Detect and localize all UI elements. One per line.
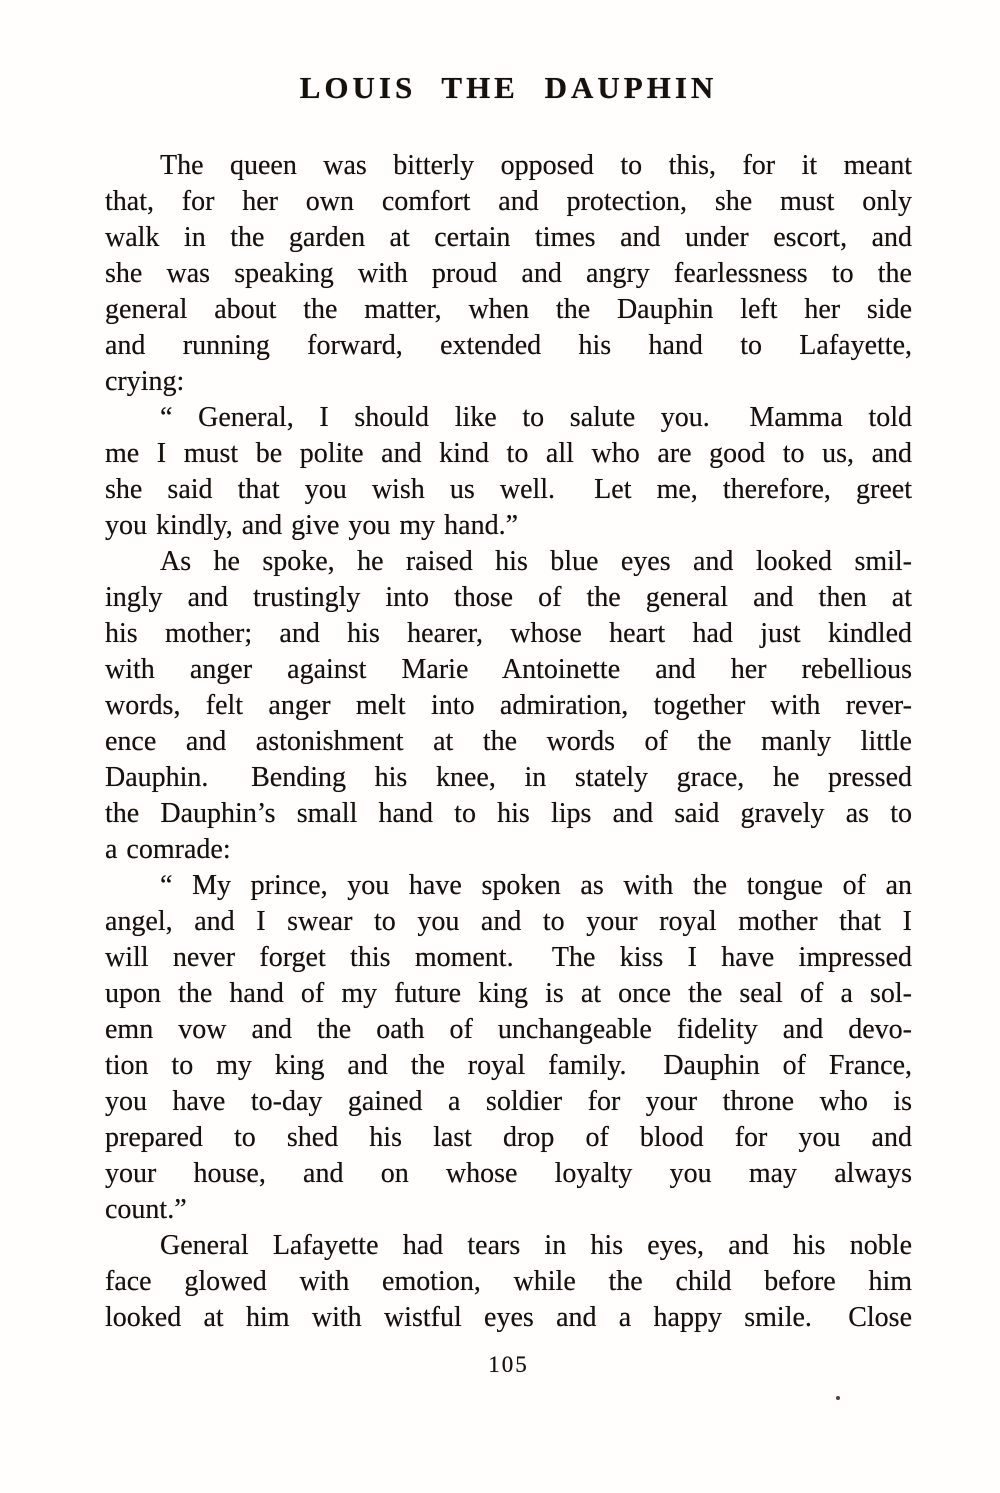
text-line: Dauphin. Bending his knee, in stately grace, he pressed — [105, 762, 912, 793]
text-line: count.” — [105, 1194, 187, 1225]
text-line: you kindly, and give you my hand.” — [105, 510, 519, 541]
page-number: 105 — [488, 1352, 529, 1377]
text-line: with anger against Marie Antoinette and her rebellious — [105, 654, 912, 685]
text-line: general about the matter, when the Dauphin left her side — [105, 294, 912, 325]
paragraph — [105, 1228, 912, 1336]
text-line: walk in the garden at certain times and under escort, and — [105, 222, 912, 253]
text-line: tion to my king and the royal family. Dauphin of France, — [105, 1050, 912, 1081]
text-line: emn vow and the oath of unchangeable fidelity and devo- — [105, 1014, 912, 1045]
text-line: she said that you wish us well. Let me, therefore, greet — [105, 474, 912, 505]
text-line: your house, and on whose loyalty you may always — [105, 1158, 912, 1189]
text-line: “ General, I should like to salute you. Mamma told — [160, 402, 912, 433]
paragraph — [105, 148, 912, 400]
text-line: looked at him with wistful eyes and a happy smile. Close — [105, 1302, 912, 1333]
text-line: will never forget this moment. The kiss I have impressed — [105, 942, 912, 973]
text-line: his mother; and his hearer, whose heart had just kindled — [105, 618, 912, 649]
text-line: General Lafayette had tears in his eyes, and his noble — [160, 1230, 912, 1261]
text-line: “ My prince, you have spoken as with the tongue of an — [160, 870, 912, 901]
paragraph — [105, 400, 912, 544]
text-line: prepared to shed his last drop of blood for you and — [105, 1122, 912, 1153]
text-line: a comrade: — [105, 834, 231, 865]
text-line: you have to-day gained a soldier for your throne who is — [105, 1086, 912, 1117]
text-line: me I must be polite and kind to all who are good to us, and — [105, 438, 912, 469]
text-line: crying: — [105, 366, 185, 397]
text-line: that, for her own comfort and protection, she must only — [105, 186, 912, 217]
text-line: and running forward, extended his hand to Lafayette, — [105, 330, 912, 361]
paragraph — [105, 544, 912, 868]
text-body — [0, 148, 912, 1336]
text-line: ingly and trustingly into those of the general and then at — [105, 582, 912, 613]
text-line: she was speaking with proud and angry fearlessness to the — [105, 258, 912, 289]
page-header-title: LOUIS THE DAUPHIN — [299, 70, 718, 105]
text-line: The queen was bitterly opposed to this, for it meant — [160, 150, 912, 181]
text-line: angel, and I swear to you and to your royal mother that I — [105, 906, 912, 937]
paragraph — [105, 868, 912, 1228]
text-line: upon the hand of my future king is at once the seal of a sol- — [105, 978, 912, 1009]
text-line: the Dauphin’s small hand to his lips and said gravely as to — [105, 798, 912, 829]
ink-speck — [836, 1396, 840, 1400]
text-line: As he spoke, he raised his blue eyes and looked smil- — [160, 546, 912, 577]
text-line: ence and astonishment at the words of the manly little — [105, 726, 912, 757]
text-line: words, felt anger melt into admiration, together with rever- — [105, 690, 912, 721]
text-line: face glowed with emotion, while the child before him — [105, 1266, 912, 1297]
